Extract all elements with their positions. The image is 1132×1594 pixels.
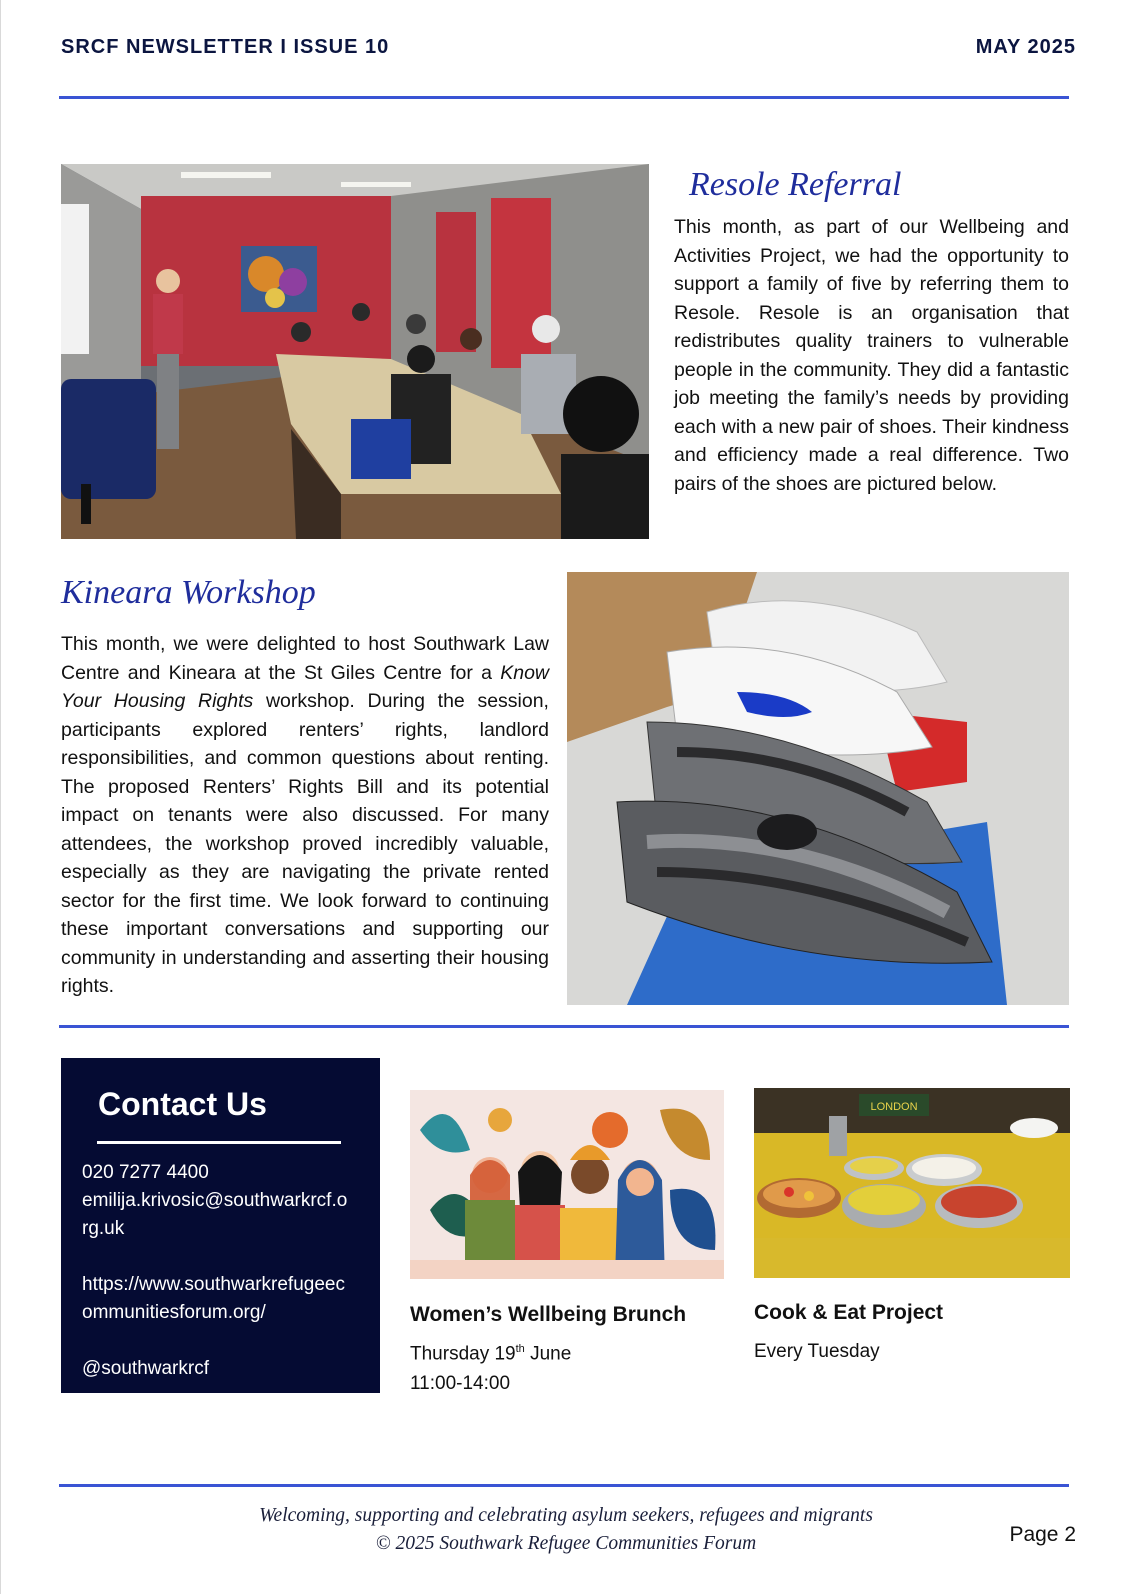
trainers-photo — [567, 572, 1069, 1005]
cook-and-eat-photo — [754, 1088, 1070, 1278]
kineara-body-text-1: This month, we were delighted to host Southwark Law Centre and Kineara at the St Giles Centre for a — [61, 633, 549, 684]
event-date-brunch-ordinal: th — [515, 1343, 525, 1355]
contact-us-heading: Contact Us — [98, 1086, 267, 1122]
event-date-brunch — [410, 1343, 571, 1365]
header-divider — [59, 96, 1069, 99]
footer-divider — [59, 1484, 1069, 1487]
contact-heading-underline — [97, 1141, 341, 1144]
kineara-workshop-heading: Kineara Workshop — [61, 574, 316, 611]
contact-email[interactable]: emilija.krivosic@southwarkrcf.org.uk — [82, 1190, 348, 1239]
newsletter-issue-title: SRCF NEWSLETTER I ISSUE 10 — [61, 36, 390, 58]
womens-wellbeing-illustration — [410, 1090, 724, 1279]
london-sign-text: LONDON — [870, 1101, 918, 1113]
contact-social-handle[interactable]: @southwarkrcf — [82, 1358, 209, 1379]
newsletter-date: MAY 2025 — [975, 36, 1076, 58]
kineara-body-text-2: workshop. During the session, participants explored renters’ rights, landlord responsibilities, and common questions about renting. The proposed Renters’ Rights Bill and its potential impact on tenants were also discussed. For many attendees, the workshop proved incredibly valuable, especially as they are navigating the private rented sector for the first time. We look forward to continuing these important conversations and supporting our community in understanding and asserting their housing rights. — [61, 690, 549, 997]
section-divider — [59, 1025, 1069, 1028]
event-date-brunch-day: Thursday 19 — [410, 1343, 516, 1365]
contact-us-box — [61, 1058, 380, 1393]
kineara-workshop-name: Know Your Housing Rights — [61, 661, 549, 712]
kineara-workshop-body — [61, 630, 549, 1001]
footer-tagline: Welcoming, supporting and celebrating asylum seekers, refugees and migrants — [259, 1505, 873, 1526]
resole-referral-body: This month, as part of our Wellbeing and Activities Project, we had the opportunity to support a family of five by referring them to Resole. Resole is an organisation that redistributes quality trainers to vulnerable people in the community. They did a fantastic job meeting the family’s needs by providing each with a new pair of shoes. Their kindness and efficiency made a real difference. Two pairs of the shoes are pictured below. — [674, 216, 1069, 495]
workshop-room-photo — [61, 164, 649, 539]
event-title-brunch: Women’s Wellbeing Brunch — [410, 1303, 687, 1326]
event-time-brunch: 11:00-14:00 — [410, 1373, 511, 1394]
event-date-brunch-month: June — [524, 1343, 572, 1365]
contact-website[interactable]: https://www.southwarkrefugeecommunitiesforum.org/ — [82, 1274, 345, 1323]
footer-copyright: © 2025 Southwark Refugee Communities Forum — [375, 1533, 757, 1554]
event-date-cook-eat: Every Tuesday — [754, 1341, 880, 1362]
resole-referral-heading: Resole Referral — [689, 166, 902, 203]
page-number: Page 2 — [1009, 1523, 1076, 1546]
contact-phone[interactable]: 020 7277 4400 — [82, 1162, 209, 1183]
page-edge — [0, 0, 1, 1594]
event-title-cook-eat: Cook & Eat Project — [754, 1301, 944, 1324]
